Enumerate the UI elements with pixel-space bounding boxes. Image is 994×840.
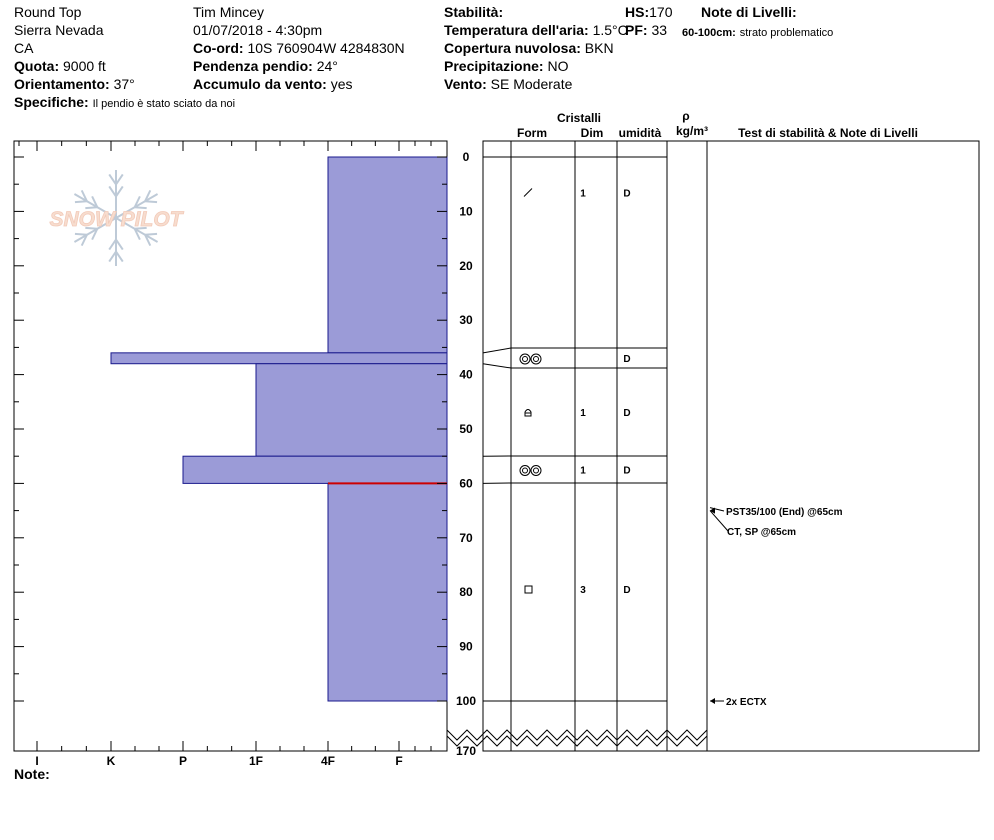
snowflake-branch	[116, 240, 123, 250]
form-symbol-rounds-icon	[523, 468, 528, 473]
test-arrow-icon	[710, 698, 715, 704]
layer-dim: 1	[580, 408, 586, 419]
moisture-header: umidità	[618, 126, 662, 140]
depth-label: 10	[459, 204, 473, 219]
note-label: Note:	[14, 766, 50, 782]
depth-label: 40	[459, 367, 473, 382]
snowflake-branch	[75, 201, 87, 202]
wind-label: Vento:	[444, 76, 487, 92]
form-symbol-slash-icon	[524, 189, 532, 197]
aspect-value: 37°	[113, 76, 135, 92]
snowflake-branch	[116, 252, 123, 262]
layer-dim: 1	[580, 465, 586, 477]
layer-moisture: D	[623, 465, 631, 477]
snowflake-branch	[109, 186, 116, 196]
layers-frame	[483, 141, 979, 751]
layer-moisture: D	[623, 408, 631, 419]
pf-label: PF:	[625, 22, 648, 38]
aspect-label: Orientamento:	[14, 76, 110, 92]
stability-notes-header: Test di stabilità & Note di Livelli	[738, 126, 918, 140]
snowflake-branch	[109, 240, 116, 250]
coord-value: 10S 760904W 4284830N	[247, 40, 405, 56]
air-temp-value: 1.5°C	[592, 22, 628, 38]
depth-label: 0	[462, 150, 470, 164]
air-temp-label: Temperatura dell'aria:	[444, 22, 589, 38]
hardness-bar	[328, 157, 447, 353]
layer-connector	[483, 348, 511, 353]
range: Sierra Nevada	[14, 22, 104, 38]
snowflake-branch	[116, 186, 123, 196]
specifics-value: Il pendio è stato sciato da noi	[92, 98, 236, 110]
layer-dim: 1	[580, 188, 586, 200]
test-label: CT, SP @65cm	[727, 527, 797, 538]
elevation-value: 9000 ft	[63, 58, 106, 74]
wind-load-value: yes	[330, 76, 353, 92]
stability-tests	[710, 507, 843, 708]
hardness-bar	[328, 483, 447, 701]
dim-header: Dim	[580, 126, 604, 140]
state: CA	[14, 40, 34, 56]
snowflake-branch	[145, 201, 157, 202]
depth-label: 80	[459, 585, 473, 600]
depth-label: 60	[459, 476, 473, 491]
layer-moisture: D	[623, 585, 631, 596]
form-symbol-facets-icon	[525, 410, 531, 417]
depth-bottom-label: 170	[455, 744, 477, 758]
hardness-bar	[256, 364, 447, 456]
rho-header: ρ	[682, 109, 690, 123]
hardness-label: 1F	[248, 754, 264, 768]
form-symbol-rounds-icon	[531, 466, 541, 476]
hardness-bar	[111, 353, 447, 364]
crystals-header: Cristalli	[556, 111, 602, 125]
snowflake-branch	[109, 174, 116, 184]
hardness-bars	[111, 157, 447, 701]
snowpilot-logo	[50, 170, 185, 266]
layer-moisture: D	[623, 354, 631, 365]
depth-label: 20	[459, 258, 473, 273]
coord-label: Co-ord:	[193, 40, 244, 56]
form-symbol-rounds-icon	[520, 466, 530, 476]
form-symbol-rounds-icon	[520, 354, 530, 364]
precip-label: Precipitazione:	[444, 58, 544, 74]
form-symbol-rounds-icon	[534, 357, 539, 362]
form-symbol-rounds-icon	[534, 468, 539, 473]
layer-note-range: 60-100cm:	[682, 27, 736, 39]
precip-value: NO	[547, 58, 569, 74]
form-header: Form	[517, 126, 547, 140]
pf-value: 33	[651, 22, 668, 38]
wind-value: SE Moderate	[490, 76, 573, 92]
depth-break-zigzag	[447, 736, 707, 746]
test-label: PST35/100 (End) @65cm	[726, 507, 843, 518]
density-unit-header: kg/m³	[675, 124, 709, 138]
depth-label: 50	[459, 422, 473, 436]
depth-label: 30	[459, 313, 473, 328]
hardness-label: P	[178, 754, 188, 768]
snowflake-branch	[116, 174, 123, 184]
hs-label: HS:	[625, 4, 650, 20]
depth-break-zigzag	[447, 730, 707, 740]
test-label: 2x ECTX	[726, 697, 767, 708]
cloud-value: BKN	[584, 40, 614, 56]
slope-value: 24°	[316, 58, 338, 74]
elevation-label: Quota:	[14, 58, 60, 74]
hs-value: 170	[649, 4, 673, 20]
form-symbol-square-icon	[525, 586, 532, 593]
hardness-label: F	[395, 754, 403, 768]
depth-label: 70	[459, 530, 473, 545]
snowflake-branch	[109, 252, 116, 262]
layer-moisture: D	[623, 188, 631, 200]
slope-label: Pendenza pendio:	[193, 58, 313, 74]
depth-label: 100	[455, 694, 477, 708]
snowflake-branch	[75, 234, 87, 235]
observer: Tim Mincey	[193, 4, 265, 20]
snowflake-branch	[145, 234, 157, 235]
hardness-label: K	[106, 754, 116, 768]
form-symbol-rounds-icon	[531, 354, 541, 364]
layer-table	[483, 141, 707, 751]
depth-label: 90	[459, 639, 473, 654]
datetime: 01/07/2018 - 4:30pm	[193, 22, 323, 38]
layer-note-text: strato problematico	[739, 27, 834, 39]
hardness-bar	[183, 456, 447, 483]
stability-label: Stabilità:	[444, 4, 504, 20]
cloud-label: Copertura nuvolosa:	[444, 40, 581, 56]
layer-dim: 3	[580, 585, 586, 596]
layer-connector	[483, 364, 511, 368]
logo-text: SNOW PILOT	[49, 208, 183, 231]
form-symbol-rounds-icon	[523, 357, 528, 362]
location: Round Top	[14, 4, 82, 20]
hardness-label: I	[35, 754, 39, 768]
specifics-label: Specifiche:	[14, 94, 89, 110]
wind-load-label: Accumulo da vento:	[193, 76, 327, 92]
hardness-label: 4F	[320, 754, 336, 768]
layer-notes-label: Note di Livelli:	[701, 4, 797, 20]
